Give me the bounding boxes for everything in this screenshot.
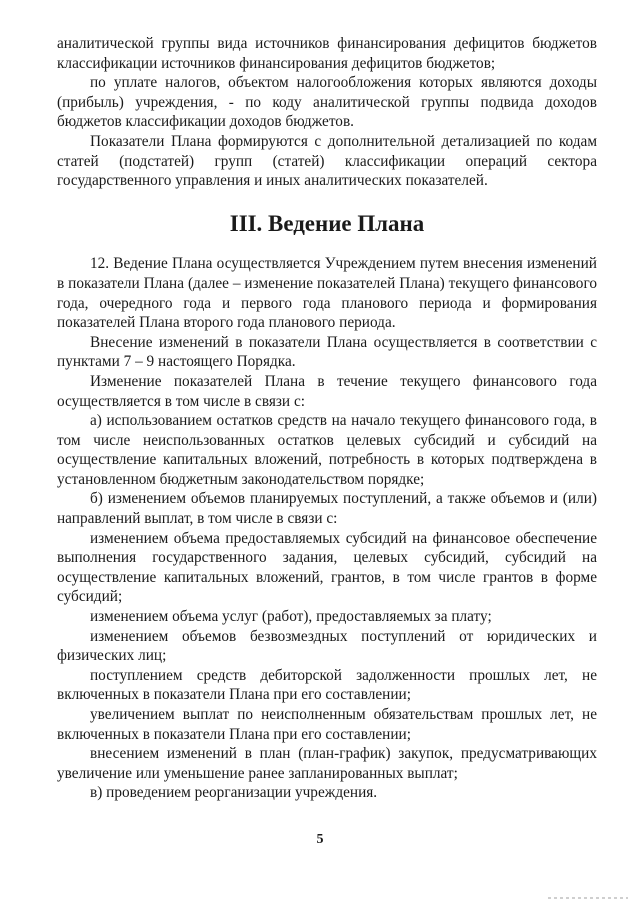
paragraph-funding-sources: аналитической группы вида источников финансирования дефицитов бюджетов классификации источников финансирования дефицитов бюджетов; [57,35,597,72]
section-heading: III. Ведение Плана [229,210,425,236]
paragraph-item-12: 12. Ведение Плана осуществляется Учреждением путем внесения изменений в показатели Плана (далее – изменение показателей Плана) текущего финансового года, очередного года и первого года планового периода и формирования показателей Плана второго года планового периода. [57,255,597,332]
list-subitem-procurement-plan: внесением изменений в план (план-график) закупок, предусматривающих увеличение или уменьшение ранее запланированных выплат; [57,745,597,782]
document-page [57,34,597,803]
list-subitem-receivables: поступлением средств дебиторской задолженности прошлых лет, не включенных в показатели Плана при его составлении; [57,666,597,704]
list-item-a: а) использованием остатков средств на начало текущего финансового года, в том числе неиспользованных остатков целевых субсидий и субсидий на осуществление капитальных вложений, потребность в которых подтверждена в установленном бюджетным законодательством порядке; [57,412,597,488]
list-subitem-unfulfilled-obligations: увеличением выплат по неисполненным обязательствам прошлых лет, не включенных в показатели Плана при его составлении; [57,706,597,743]
paragraph-plan-detailing: Показатели Плана формируются с дополнительной детализацией по кодам статей (подстатей) групп (статей) классификации операций сектора государственного управления и иных аналитических показателей. [57,132,597,190]
list-subitem-gratuitous-receipts: изменением объемов безвозмездных поступлений от юридических и физических лиц; [57,627,597,665]
list-item-c: в) проведением реорганизации учреждения. [90,784,378,802]
scan-artifact [548,897,628,899]
list-subitem-subsidies: изменением объема предоставляемых субсидий на финансовое обеспечение выполнения государственного задания, целевых субсидий, субсидий на осуществление капитальных вложений, грантов, в том числе грантов в форме субсидий; [57,529,597,606]
page-number: 5 [316,832,324,847]
list-subitem-paid-services: изменением объема услуг (работ), предоставляемых за плату; [90,608,492,626]
list-item-b: б) изменением объемов планируемых поступлений, а также объемов и (или) направлений выплат, в том числе в связи с: [57,490,597,528]
paragraph-taxes: по уплате налогов, объектом налогообложения которых являются доходы (прибыль) учреждения, - по коду аналитической группы подвида доходов бюджетов классификации доходов бюджетов. [57,74,597,131]
paragraph-changes-reasons: Изменение показателей Плана в течение текущего финансового года осуществляется в том числе в связи с: [57,372,597,410]
paragraph-changes-reference: Внесение изменений в показатели Плана осуществляется в соответствии с пунктами 7 – 9 настоящего Порядка. [57,333,597,371]
